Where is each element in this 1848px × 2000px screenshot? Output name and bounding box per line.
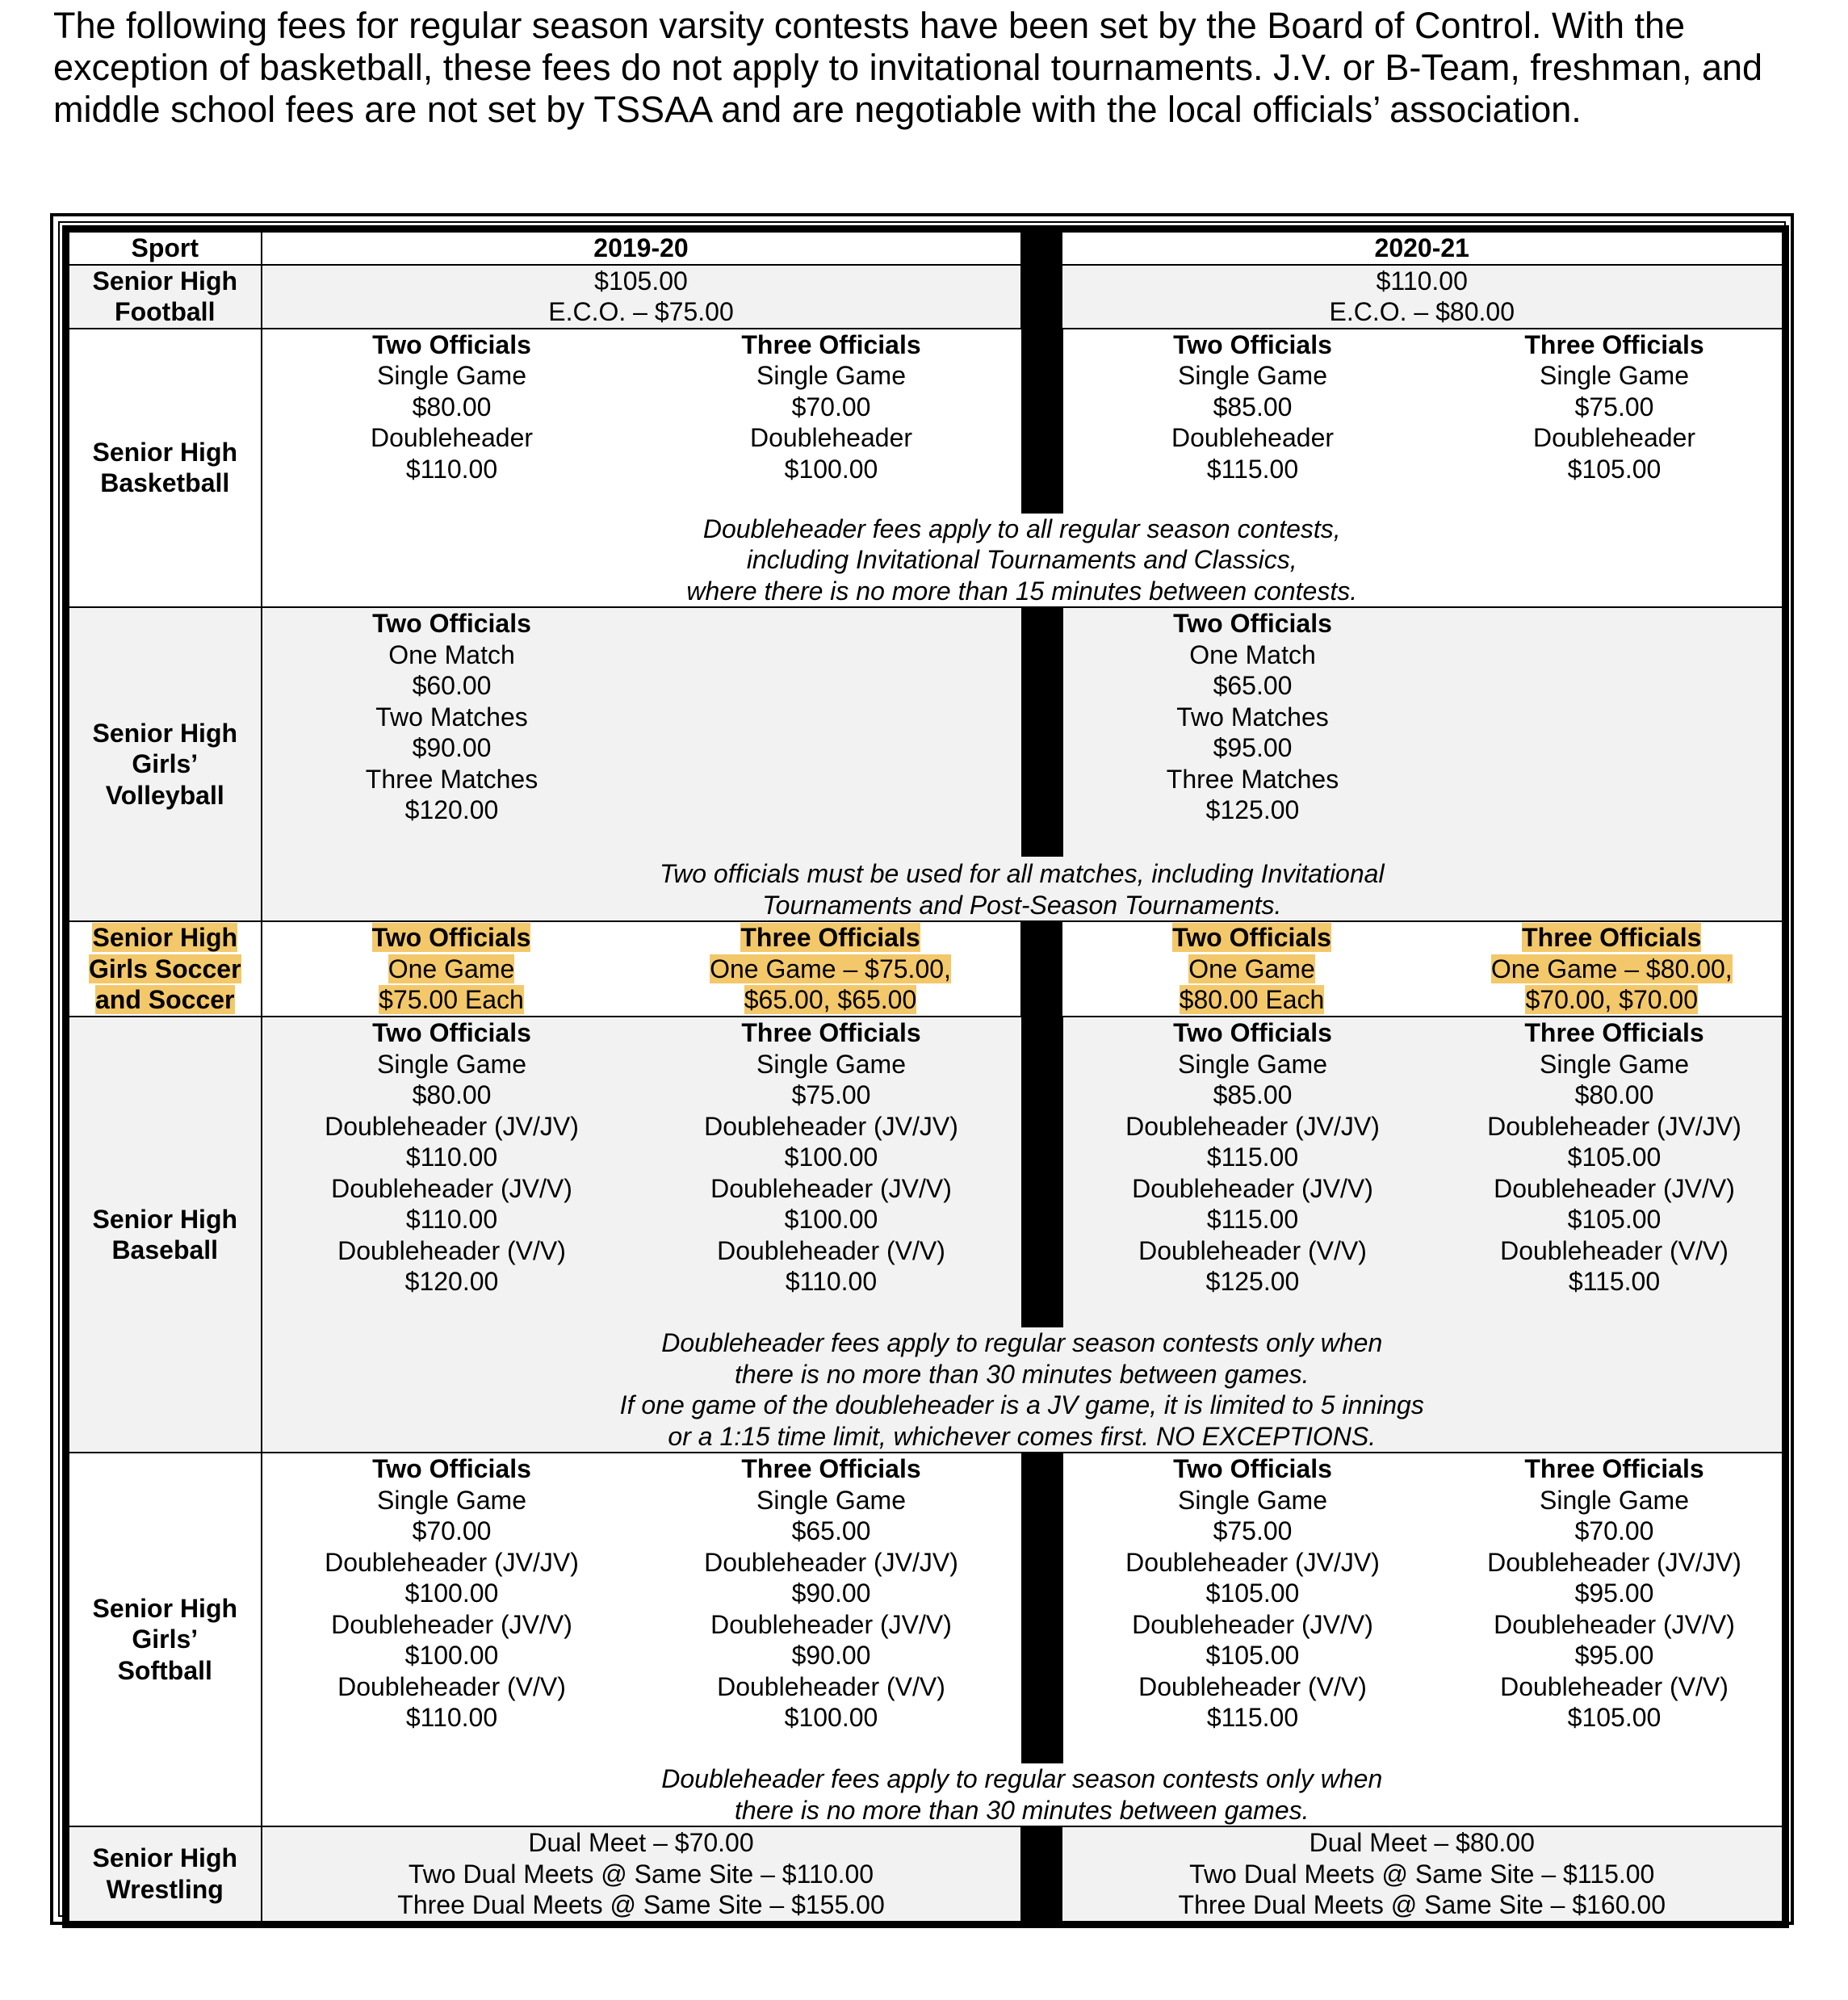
column-separator (1021, 608, 1063, 857)
soccer-2020-two-officials: Two Officials One Game $80.00 Each (1062, 921, 1442, 1017)
sport-softball: Senior High Girls’ Softball (66, 1453, 262, 1826)
basketball-2019-three-officials: Three Officials Single Game $70.00 Doubleheader $100.00 (741, 329, 921, 484)
sport-volleyball: Senior High Girls’ Volleyball (66, 607, 262, 921)
column-separator (1020, 921, 1062, 1017)
baseball-2019-three-officials: Three Officials Single Game $75.00 Doubleheader (JV/JV) $100.00 Doubleheader (JV/V) $100.00 Doubleheader (V/V) $110.00 (704, 1018, 958, 1296)
wrestling-2019-20: Dual Meet – $70.00 Two Dual Meets @ Same Site – $110.00 Three Dual Meets @ Same Site – $155.00 (262, 1826, 1020, 1924)
volleyball-fees (262, 607, 1786, 921)
softball-2020-two-officials: Two Officials Single Game $75.00 Doubleheader (JV/JV) $105.00 Doubleheader (JV/V) $105.00 Doubleheader (V/V) $115.00 (1125, 1454, 1380, 1732)
header-row (66, 229, 1786, 265)
basketball-2019-two-officials: Two Officials Single Game $80.00 Doubleheader $110.00 (370, 329, 534, 484)
sport-soccer: Senior High Girls Soccer and Soccer (66, 921, 262, 1017)
sport-wrestling: Senior High Wrestling (66, 1826, 262, 1924)
wrestling-2020-21: Dual Meet – $80.00 Two Dual Meets @ Same Site – $115.00 Three Dual Meets @ Same Site – $160.00 (1062, 1826, 1786, 1924)
softball-2020-three-officials: Three Officials Single Game $70.00 Doubleheader (JV/JV) $95.00 Doubleheader (JV/V) $95.00 Doubleheader (V/V) $105.00 (1487, 1454, 1741, 1732)
football-row (66, 265, 1786, 329)
soccer-2019-two-officials: Two Officials One Game $75.00 Each (262, 921, 641, 1017)
column-separator (1020, 265, 1062, 329)
baseball-row (66, 1017, 1786, 1453)
basketball-2020-three-officials: Three Officials Single Game $75.00 Doubleheader $105.00 (1524, 329, 1704, 484)
volleyball-note: Two officials must be used for all matches, including Invitational Tournaments and Post-Season Tournaments. (659, 859, 1385, 920)
column-separator (1021, 1453, 1063, 1763)
football-2020-21: $110.00 E.C.O. – $80.00 (1062, 265, 1786, 329)
wrestling-row (66, 1826, 1786, 1924)
soccer-2020-three-officials: Three Officials One Game – $80.00, $70.00, $70.00 (1442, 921, 1786, 1017)
basketball-note: Doubleheader fees apply to all regular season contests, including Invitational Tournaments and Classics, where there is no more than 15 minutes between contests. (686, 514, 1358, 606)
basketball-row (66, 329, 1786, 608)
softball-2019-three-officials: Three Officials Single Game $65.00 Doubleheader (JV/JV) $90.00 Doubleheader (JV/V) $90.00 Doubleheader (V/V) $100.00 (704, 1454, 958, 1732)
column-separator (1021, 329, 1063, 514)
volleyball-2019-two-officials: Two Officials One Match $60.00 Two Matches $90.00 Three Matches $120.00 (365, 609, 538, 824)
officials-fee-table (62, 225, 1789, 1928)
basketball-2020-two-officials: Two Officials Single Game $85.00 Doubleheader $115.00 (1171, 329, 1335, 484)
sport-header: Sport (66, 229, 262, 265)
column-separator (1020, 229, 1062, 265)
football-2019-20: $105.00 E.C.O. – $75.00 (262, 265, 1020, 329)
basketball-fees (262, 329, 1786, 608)
year-header-2020-21: 2020-21 (1374, 233, 1469, 262)
sport-basketball: Senior High Basketball (66, 329, 262, 608)
baseball-2020-two-officials: Two Officials Single Game $85.00 Doubleheader (JV/JV) $115.00 Doubleheader (JV/V) $115.00 Doubleheader (V/V) $125.00 (1125, 1018, 1380, 1296)
intro-text: The following fees for regular season varsity contests have been set by the Board of Control. With the exception of basketball, these fees do not apply to invitational tournaments. J.V. or B-Team, freshman, and middle school fees are not set by TSSAA and are negotiable with the local officials’ association. (53, 5, 1763, 130)
softball-row (66, 1453, 1786, 1826)
volleyball-2020-two-officials: Two Officials One Match $65.00 Two Matches $95.00 Three Matches $125.00 (1166, 609, 1339, 824)
baseball-note: Doubleheader fees apply to regular season contests only when there is no more than 30 minutes between games. If one game of the doubleheader is a JV game, it is limited to 5 innings or a 1:15 time limit, whichever comes first. NO EXCEPTIONS. (619, 1328, 1424, 1451)
soccer-2019-three-officials: Three Officials One Game – $75.00, $65.00, $65.00 (641, 921, 1020, 1017)
softball-2019-two-officials: Two Officials Single Game $70.00 Doubleheader (JV/JV) $100.00 Doubleheader (JV/V) $100.00 Doubleheader (V/V) $110.00 (325, 1454, 579, 1732)
softball-fees (262, 1453, 1786, 1826)
baseball-2020-three-officials: Three Officials Single Game $80.00 Doubleheader (JV/JV) $105.00 Doubleheader (JV/V) $105.00 Doubleheader (V/V) $115.00 (1487, 1018, 1741, 1296)
year-header-2019-20: 2019-20 (593, 233, 689, 262)
column-separator (1020, 1826, 1062, 1924)
sport-football: Senior High Football (66, 265, 262, 329)
baseball-fees (262, 1017, 1786, 1453)
softball-note: Doubleheader fees apply to regular season contests only when there is no more than 30 minutes between games. (661, 1764, 1383, 1825)
baseball-2019-two-officials: Two Officials Single Game $80.00 Doubleheader (JV/JV) $110.00 Doubleheader (JV/V) $110.00 Doubleheader (V/V) $120.00 (325, 1018, 579, 1296)
column-separator (1021, 1017, 1063, 1327)
volleyball-row (66, 607, 1786, 921)
sport-baseball: Senior High Baseball (66, 1017, 262, 1453)
soccer-row (66, 921, 1786, 1017)
